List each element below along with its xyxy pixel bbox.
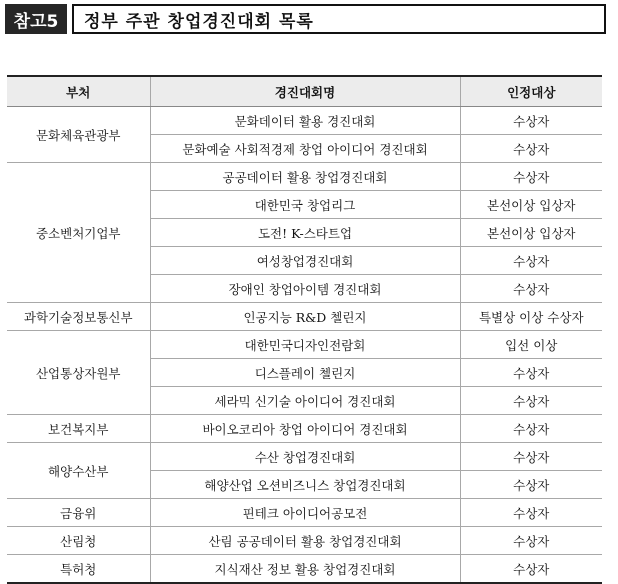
table-row — [7, 331, 602, 359]
contest-name-cell: 도전! K-스타트업 — [150, 219, 460, 247]
eligibility-cell: 수상자 — [460, 415, 602, 443]
eligibility-cell: 수상자 — [460, 527, 602, 555]
eligibility-cell: 수상자 — [460, 443, 602, 471]
contest-name-cell: 인공지능 R&D 첼린지 — [150, 303, 460, 331]
eligibility-cell: 수상자 — [460, 275, 602, 303]
page-title: 정부 주관 창업경진대회 목록 — [72, 4, 606, 34]
contest-name-cell: 장애인 창업아이템 경진대회 — [150, 275, 460, 303]
eligibility-cell: 수상자 — [460, 107, 602, 135]
eligibility-cell: 본선이상 입상자 — [460, 191, 602, 219]
contest-name-cell: 문화데이터 활용 경진대회 — [150, 107, 460, 135]
table-row — [7, 443, 602, 471]
table-row — [7, 555, 602, 584]
table-row — [7, 107, 602, 135]
eligibility-cell: 특별상 이상 수상자 — [460, 303, 602, 331]
eligibility-cell: 입선 이상 — [460, 331, 602, 359]
contest-name-cell: 핀테크 아이디어공모전 — [150, 499, 460, 527]
dept-cell: 중소벤처기업부 — [7, 163, 150, 303]
eligibility-cell: 수상자 — [460, 471, 602, 499]
eligibility-cell: 수상자 — [460, 247, 602, 275]
eligibility-cell: 수상자 — [460, 359, 602, 387]
dept-cell: 해양수산부 — [7, 443, 150, 499]
eligibility-cell: 수상자 — [460, 135, 602, 163]
table-row — [7, 527, 602, 555]
table-header-row — [7, 76, 602, 107]
contest-name-cell: 대한민국디자인전람회 — [150, 331, 460, 359]
column-header-dept: 부처 — [7, 76, 150, 107]
reference-badge: 참고5 — [5, 4, 67, 34]
contest-name-cell: 세라믹 신기술 아이디어 경진대회 — [150, 387, 460, 415]
dept-cell: 산업통상자원부 — [7, 331, 150, 415]
eligibility-cell: 수상자 — [460, 555, 602, 584]
contest-name-cell: 문화예술 사회적경제 창업 아이디어 경진대회 — [150, 135, 460, 163]
contest-name-cell: 지식재산 정보 활용 창업경진대회 — [150, 555, 460, 584]
contest-name-cell: 디스플레이 첼린지 — [150, 359, 460, 387]
column-header-target: 인정대상 — [460, 76, 602, 107]
table-row — [7, 415, 602, 443]
eligibility-cell: 수상자 — [460, 163, 602, 191]
contest-name-cell: 대한민국 창업리그 — [150, 191, 460, 219]
table-body — [7, 107, 602, 584]
column-header-contest: 경진대회명 — [150, 76, 460, 107]
section-header — [5, 4, 606, 34]
contest-name-cell: 바이오코리아 창업 아이디어 경진대회 — [150, 415, 460, 443]
contest-name-cell: 여성창업경진대회 — [150, 247, 460, 275]
dept-cell: 보건복지부 — [7, 415, 150, 443]
contest-name-cell: 공공데이터 활용 창업경진대회 — [150, 163, 460, 191]
contest-name-cell: 해양산업 오션비즈니스 창업경진대회 — [150, 471, 460, 499]
eligibility-cell: 수상자 — [460, 499, 602, 527]
table-row — [7, 303, 602, 331]
dept-cell: 과학기술정보통신부 — [7, 303, 150, 331]
dept-cell: 금융위 — [7, 499, 150, 527]
contest-name-cell: 산림 공공데이터 활용 창업경진대회 — [150, 527, 460, 555]
eligibility-cell: 본선이상 입상자 — [460, 219, 602, 247]
eligibility-cell: 수상자 — [460, 387, 602, 415]
dept-cell: 특허청 — [7, 555, 150, 584]
table-row — [7, 163, 602, 191]
contest-table — [7, 75, 602, 584]
dept-cell: 산림청 — [7, 527, 150, 555]
dept-cell: 문화체육관광부 — [7, 107, 150, 163]
table-row — [7, 499, 602, 527]
contest-name-cell: 수산 창업경진대회 — [150, 443, 460, 471]
